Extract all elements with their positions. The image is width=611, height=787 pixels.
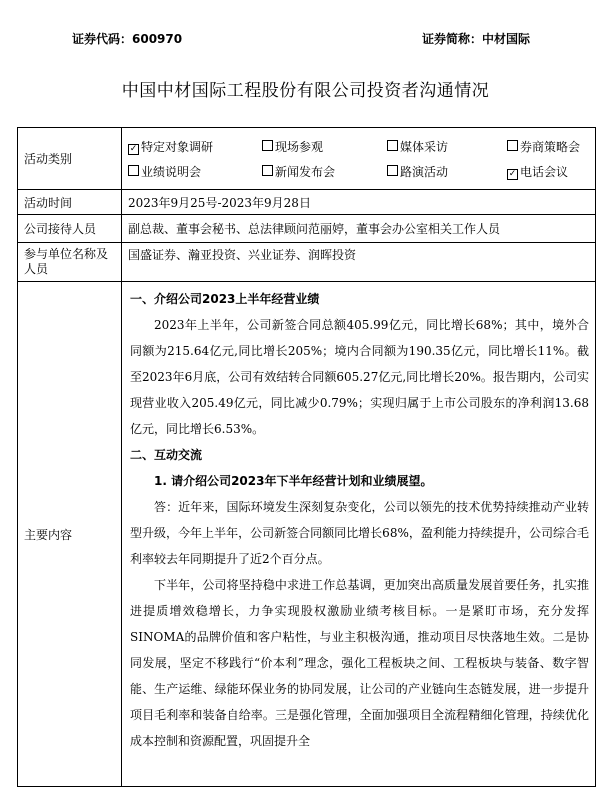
- main-content-body: [122, 282, 596, 787]
- checkbox-icon: [128, 165, 139, 176]
- stock-short-name: 证券简称：中材国际: [422, 32, 531, 46]
- section-1-body: 2023年上半年，公司新签合同总额405.99亿元，同比增长68%；其中，境外合同额为215.64亿元,同比增长205%；境内合同额为190.35亿元，同比增长11%。截至2023年6月底，公司有效结转合同额605.27亿元,同比增长20%。报告期内，公司实现营业收入205.49亿元，同比减少0.79%；实现归属于上市公司股东的净利润13.68亿元，同比增长6.53%。: [130, 318, 589, 436]
- option-media-interview: 媒体采访: [387, 138, 507, 155]
- stock-code: 证券代码：600970: [72, 32, 183, 46]
- document-title: 中国中材国际工程股份有限公司投资者沟通情况: [121, 81, 490, 101]
- option-conference-call: ✓ 电话会议: [508, 164, 569, 179]
- checkbox-icon: [262, 165, 273, 176]
- answer-1-paragraph-1: 答：近年来，国际环境发生深刻复杂变化，公司以领先的技术优势持续推动产业转型升级，今年上半年，公司新签合同额同比增长68%，盈利能力持续提升，公司综合毛利率较去年同期提升了近2个百分点。: [130, 500, 589, 566]
- option-site-visit: 现场参观: [262, 138, 387, 155]
- checkbox-checked-icon: ✓: [508, 168, 517, 179]
- receptionists-label: 公司接待人员: [18, 215, 122, 243]
- checkbox-icon: [262, 140, 273, 151]
- activity-type-options: [122, 128, 596, 190]
- option-press-conference: 新闻发布会: [262, 163, 387, 180]
- activity-time-label: 活动时间: [18, 190, 122, 215]
- option-broker-conference: 券商策略会: [507, 138, 611, 155]
- section-1-title: 一、介绍公司2023上半年经营业绩: [130, 292, 320, 306]
- option-earnings-briefing: 业绩说明会: [128, 163, 262, 180]
- activity-time-value: 2023年9月25号-2023年9月28日: [122, 190, 596, 215]
- row-main-content: [18, 282, 596, 787]
- document-header: [0, 30, 611, 50]
- receptionists-value: 副总裁、董事会秘书、总法律顾问范丽婷，董事会办公室相关工作人员: [122, 215, 596, 243]
- activity-type-label: 活动类别: [18, 128, 122, 190]
- checkbox-icon: [507, 140, 518, 151]
- question-1: 1. 请介绍公司2023年下半年经营计划和业绩展望。: [154, 474, 433, 488]
- main-content-label: 主要内容: [18, 282, 122, 787]
- row-activity-type: [18, 128, 596, 190]
- investor-communication-table: [17, 127, 596, 787]
- checkbox-icon: [387, 165, 398, 176]
- row-receptionists: [18, 215, 596, 243]
- participants-value: 国盛证券、瀚亚投资、兴业证券、润晖投资: [122, 243, 596, 282]
- checkbox-checked-icon: ✓: [129, 143, 138, 154]
- checkbox-icon: [387, 140, 398, 151]
- row-participants: [18, 243, 596, 282]
- option-specific-research: ✓ 特定对象调研: [129, 139, 214, 154]
- section-2-title: 二、互动交流: [130, 448, 203, 462]
- row-activity-time: [18, 190, 596, 215]
- option-roadshow: 路演活动: [387, 163, 507, 180]
- answer-1-paragraph-2: 下半年，公司将坚持稳中求进工作总基调，更加突出高质量发展首要任务，扎实推进提质增效稳增长，力争实现股权激励业绩考核目标。一是紧盯市场，充分发挥SINOMA的品牌价值和客户粘性，与业主积极沟通，推动项目尽快落地生效。二是协同发展，坚定不移践行“价本利”理念，强化工程板块之间、工程板块与装备、数字智能、生产运维、绿能环保业务的协同发展，让公司的产业链向生态链发展，进一步提升项目毛利率和装备自给率。三是强化管理，全面加强项目全流程精细化管理，持续优化成本控制和资源配置，巩固提升全: [130, 578, 589, 748]
- participants-label: 参与单位名称及人员: [18, 243, 122, 282]
